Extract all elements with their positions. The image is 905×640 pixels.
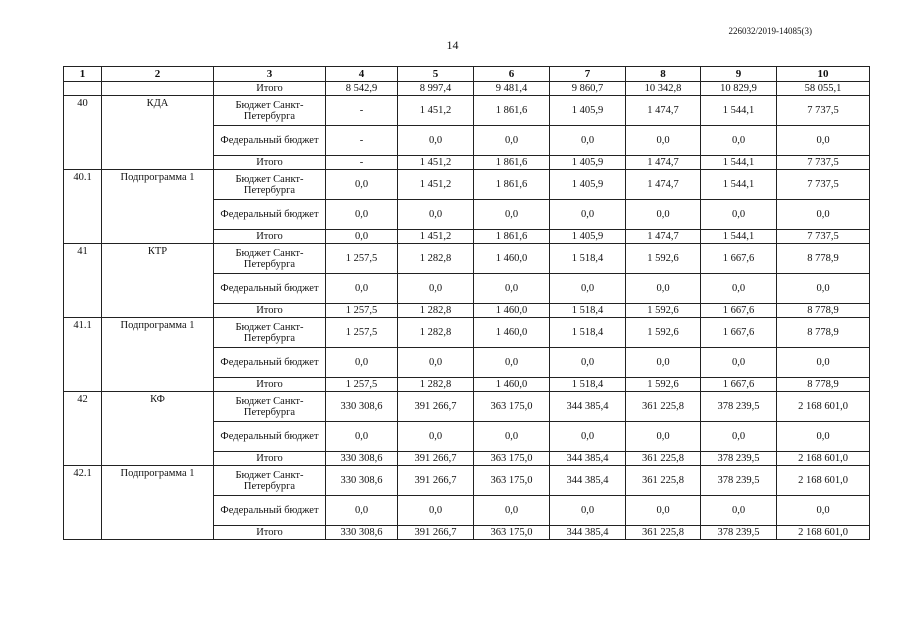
value-cell: 7 737,5 [777, 170, 870, 200]
value-cell: 0,0 [701, 422, 777, 452]
funding-source: Бюджет Санкт-Петербурга [214, 96, 326, 126]
value-cell: 1 861,6 [474, 96, 550, 126]
value-cell: 330 308,6 [326, 392, 398, 422]
value-cell: 1 544,1 [701, 156, 777, 170]
document-id: 226032/2019-14085(3) [728, 26, 812, 36]
value-cell: 1 861,6 [474, 156, 550, 170]
value-cell: 1 460,0 [474, 318, 550, 348]
value-cell: 8 778,9 [777, 304, 870, 318]
value-cell: 0,0 [626, 274, 701, 304]
value-cell: 8 542,9 [326, 82, 398, 96]
value-cell: 361 225,8 [626, 452, 701, 466]
funding-source: Бюджет Санкт-Петербурга [214, 170, 326, 200]
value-cell: 0,0 [474, 496, 550, 526]
table-row [64, 392, 870, 422]
value-cell: 363 175,0 [474, 392, 550, 422]
value-cell: 0,0 [701, 348, 777, 378]
value-cell: 0,0 [550, 274, 626, 304]
value-cell: 1 518,4 [550, 378, 626, 392]
value-cell: 0,0 [550, 126, 626, 156]
value-cell: 330 308,6 [326, 466, 398, 496]
table-row [64, 318, 870, 348]
funding-source: Федеральный бюджет [214, 274, 326, 304]
funding-source: Итого [214, 230, 326, 244]
funding-source: Итого [214, 378, 326, 392]
value-cell: 1 518,4 [550, 318, 626, 348]
value-cell: 0,0 [701, 200, 777, 230]
row-number: 41 [64, 244, 102, 318]
value-cell: 1 282,8 [398, 244, 474, 274]
funding-source: Федеральный бюджет [214, 496, 326, 526]
column-header: 1 [64, 67, 102, 82]
value-cell: 9 860,7 [550, 82, 626, 96]
value-cell: 2 168 601,0 [777, 466, 870, 496]
value-cell: 1 861,6 [474, 230, 550, 244]
row-executor: КФ [102, 392, 214, 466]
header-row [64, 67, 870, 82]
column-header: 7 [550, 67, 626, 82]
value-cell: 2 168 601,0 [777, 526, 870, 540]
value-cell: 0,0 [626, 126, 701, 156]
value-cell: 7 737,5 [777, 230, 870, 244]
value-cell: 391 266,7 [398, 452, 474, 466]
table-row [64, 244, 870, 274]
funding-source: Итого [214, 526, 326, 540]
value-cell: 1 667,6 [701, 318, 777, 348]
value-cell: 391 266,7 [398, 466, 474, 496]
table-row [64, 170, 870, 200]
value-cell: 1 667,6 [701, 304, 777, 318]
value-cell: 1 544,1 [701, 96, 777, 126]
value-cell: 0,0 [777, 200, 870, 230]
value-cell: 1 282,8 [398, 378, 474, 392]
value-cell: 363 175,0 [474, 452, 550, 466]
value-cell: 8 778,9 [777, 378, 870, 392]
value-cell: 344 385,4 [550, 466, 626, 496]
value-cell: 378 239,5 [701, 392, 777, 422]
value-cell: 378 239,5 [701, 526, 777, 540]
funding-source: Бюджет Санкт-Петербурга [214, 392, 326, 422]
value-cell: 344 385,4 [550, 526, 626, 540]
value-cell: 330 308,6 [326, 526, 398, 540]
value-cell: 2 168 601,0 [777, 452, 870, 466]
value-cell: - [326, 156, 398, 170]
row-executor: КДА [102, 96, 214, 170]
value-cell: 0,0 [398, 348, 474, 378]
value-cell: 1 451,2 [398, 170, 474, 200]
value-cell: 8 778,9 [777, 244, 870, 274]
page-number: 14 [446, 38, 459, 52]
value-cell: 330 308,6 [326, 452, 398, 466]
value-cell: 361 225,8 [626, 392, 701, 422]
value-cell: 10 829,9 [701, 82, 777, 96]
value-cell: 0,0 [777, 274, 870, 304]
value-cell: 0,0 [777, 126, 870, 156]
value-cell: 363 175,0 [474, 466, 550, 496]
value-cell: 1 544,1 [701, 230, 777, 244]
funding-source: Итого [214, 304, 326, 318]
value-cell: 1 451,2 [398, 96, 474, 126]
row-executor: Подпрограмма 1 [102, 318, 214, 392]
row-number: 40 [64, 96, 102, 170]
budget-table [63, 66, 870, 540]
funding-source: Бюджет Санкт-Петербурга [214, 466, 326, 496]
value-cell: 10 342,8 [626, 82, 701, 96]
value-cell: 0,0 [326, 170, 398, 200]
value-cell: - [326, 96, 398, 126]
row-number: 41.1 [64, 318, 102, 392]
value-cell: 1 592,6 [626, 378, 701, 392]
value-cell: 1 474,7 [626, 156, 701, 170]
value-cell: 1 592,6 [626, 244, 701, 274]
value-cell: 58 055,1 [777, 82, 870, 96]
row-number: 40.1 [64, 170, 102, 244]
funding-source: Итого [214, 452, 326, 466]
row-executor: Подпрограмма 1 [102, 466, 214, 540]
value-cell: 0,0 [701, 126, 777, 156]
value-cell: 0,0 [550, 348, 626, 378]
value-cell: 1 282,8 [398, 304, 474, 318]
column-header: 8 [626, 67, 701, 82]
value-cell: 0,0 [398, 422, 474, 452]
row-number [64, 82, 102, 96]
table-row [64, 466, 870, 496]
row-executor [102, 82, 214, 96]
value-cell: 0,0 [701, 274, 777, 304]
value-cell: 1 518,4 [550, 304, 626, 318]
value-cell: 391 266,7 [398, 392, 474, 422]
column-header: 6 [474, 67, 550, 82]
value-cell: 1 257,5 [326, 304, 398, 318]
value-cell: 1 257,5 [326, 378, 398, 392]
value-cell: 0,0 [326, 200, 398, 230]
value-cell: 0,0 [398, 274, 474, 304]
value-cell: 378 239,5 [701, 452, 777, 466]
value-cell: 0,0 [626, 200, 701, 230]
value-cell: 0,0 [550, 422, 626, 452]
column-header: 2 [102, 67, 214, 82]
value-cell: 0,0 [626, 422, 701, 452]
funding-source: Итого [214, 156, 326, 170]
value-cell: 8 997,4 [398, 82, 474, 96]
value-cell: 0,0 [550, 496, 626, 526]
value-cell: 361 225,8 [626, 526, 701, 540]
row-number: 42.1 [64, 466, 102, 540]
value-cell: 361 225,8 [626, 466, 701, 496]
value-cell: 7 737,5 [777, 96, 870, 126]
value-cell: 391 266,7 [398, 526, 474, 540]
value-cell: 1 474,7 [626, 230, 701, 244]
row-executor: КТР [102, 244, 214, 318]
column-header: 9 [701, 67, 777, 82]
value-cell: 1 405,9 [550, 230, 626, 244]
value-cell: 0,0 [626, 348, 701, 378]
value-cell: 1 460,0 [474, 304, 550, 318]
value-cell: 1 460,0 [474, 244, 550, 274]
funding-source: Итого [214, 82, 326, 96]
value-cell: 1 257,5 [326, 244, 398, 274]
value-cell: 1 257,5 [326, 318, 398, 348]
funding-source: Бюджет Санкт-Петербурга [214, 318, 326, 348]
value-cell: 1 282,8 [398, 318, 474, 348]
column-header: 3 [214, 67, 326, 82]
value-cell: 0,0 [474, 200, 550, 230]
value-cell: 0,0 [474, 274, 550, 304]
value-cell: 0,0 [398, 200, 474, 230]
row-number: 42 [64, 392, 102, 466]
value-cell: 0,0 [326, 496, 398, 526]
value-cell: 1 405,9 [550, 156, 626, 170]
value-cell: 1 667,6 [701, 244, 777, 274]
value-cell: 0,0 [326, 230, 398, 244]
value-cell: 1 460,0 [474, 378, 550, 392]
value-cell: 1 861,6 [474, 170, 550, 200]
value-cell: 0,0 [474, 126, 550, 156]
funding-source: Федеральный бюджет [214, 200, 326, 230]
value-cell: 1 474,7 [626, 96, 701, 126]
value-cell: 1 592,6 [626, 304, 701, 318]
value-cell: 1 667,6 [701, 378, 777, 392]
value-cell: 7 737,5 [777, 156, 870, 170]
value-cell: 1 474,7 [626, 170, 701, 200]
value-cell: 0,0 [474, 348, 550, 378]
value-cell: 0,0 [626, 496, 701, 526]
value-cell: 0,0 [550, 200, 626, 230]
column-header: 5 [398, 67, 474, 82]
value-cell: 1 451,2 [398, 230, 474, 244]
value-cell: 1 451,2 [398, 156, 474, 170]
row-executor: Подпрограмма 1 [102, 170, 214, 244]
column-header: 4 [326, 67, 398, 82]
value-cell: 363 175,0 [474, 526, 550, 540]
value-cell: 344 385,4 [550, 452, 626, 466]
value-cell: 2 168 601,0 [777, 392, 870, 422]
value-cell: 0,0 [777, 496, 870, 526]
value-cell: 0,0 [326, 274, 398, 304]
column-header: 10 [777, 67, 870, 82]
value-cell: 9 481,4 [474, 82, 550, 96]
funding-source: Федеральный бюджет [214, 126, 326, 156]
value-cell: 1 405,9 [550, 96, 626, 126]
funding-source: Федеральный бюджет [214, 422, 326, 452]
value-cell: 0,0 [701, 496, 777, 526]
value-cell: 0,0 [398, 496, 474, 526]
value-cell: 1 592,6 [626, 318, 701, 348]
table-row [64, 82, 870, 96]
value-cell: 0,0 [777, 422, 870, 452]
value-cell: 344 385,4 [550, 392, 626, 422]
funding-source: Бюджет Санкт-Петербурга [214, 244, 326, 274]
value-cell: 1 544,1 [701, 170, 777, 200]
value-cell: 0,0 [326, 348, 398, 378]
value-cell: 0,0 [474, 422, 550, 452]
table-row [64, 96, 870, 126]
value-cell: 1 405,9 [550, 170, 626, 200]
funding-source: Федеральный бюджет [214, 348, 326, 378]
value-cell: 0,0 [326, 422, 398, 452]
value-cell: 0,0 [777, 348, 870, 378]
value-cell: 8 778,9 [777, 318, 870, 348]
value-cell: - [326, 126, 398, 156]
value-cell: 0,0 [398, 126, 474, 156]
value-cell: 378 239,5 [701, 466, 777, 496]
value-cell: 1 518,4 [550, 244, 626, 274]
